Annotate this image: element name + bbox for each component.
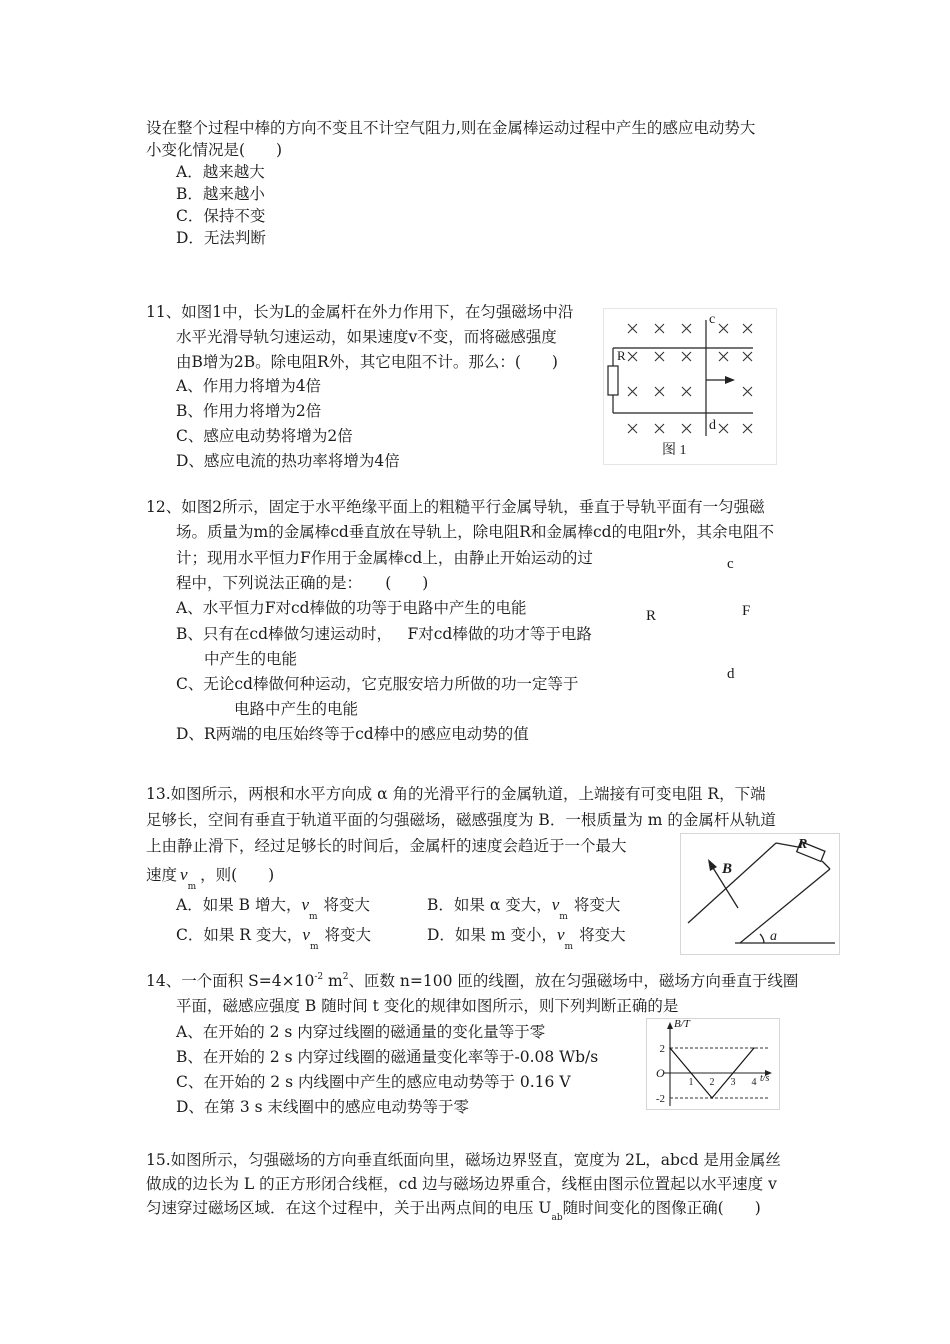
q11-option-a: A、作用力将增为4倍 [176, 377, 322, 395]
q13-option-c-v: v [302, 925, 310, 944]
q12-stem-line4: 程中，下列说法正确的是： ( ) [176, 574, 429, 592]
q10-option-b: B．越来越小 [176, 185, 265, 203]
q13-option-a-tail: 将变大 [323, 896, 371, 914]
q14-chart-xlabel: t/s [760, 1073, 770, 1084]
q12-stem-line2: 场。质量为m的金属棒cd垂直放在导轨上，除电阻R和金属棒cd的电阻r外，其余电阻不 [176, 523, 774, 541]
q14-chart-point-0-1 [711, 1097, 713, 1099]
q14-stem-line1 [146, 971, 798, 994]
q14-option-c: C、在开始的 2 s 内线圈中产生的感应电动势等于 0.16 V [176, 1073, 571, 1091]
q14-chart-y-tick-label-1: -2 [655, 1093, 665, 1105]
q13-option-d-tail: 将变大 [579, 926, 626, 944]
q12-option-b: B、只有在cd棒做匀速运动时， F对cd棒做的功才等于电路 [176, 625, 592, 643]
q13-figure-incline-rails [680, 833, 840, 955]
q15-stem-line3 [146, 1198, 761, 1221]
q13-option-a-m: m [309, 912, 318, 922]
q11-stem-line2: 水平光滑导轨匀速运动，如果速度v不变，而将磁感强度 [176, 328, 557, 346]
q12-option-a: A、水平恒力F对cd棒做的功等于电路中产生的电能 [176, 599, 527, 617]
q12-figure-label-f: F [742, 603, 751, 619]
q14-chart-point-0-0 [669, 1047, 671, 1049]
q14-chart-origin: O [656, 1066, 665, 1080]
q11-figure-label-c: c [709, 312, 716, 327]
q13-option-c-text: C．如果 R 变大， [176, 926, 303, 944]
q12-option-b-cont: 中产生的电能 [204, 650, 298, 668]
q13-speed-prefix: 速度 [146, 866, 178, 884]
q13-option-d-m: m [564, 942, 574, 952]
q14-chart-x-tick-label-0: 1 [688, 1077, 694, 1088]
q11-figure-label-d: d [709, 418, 716, 433]
q15-stem-line3-tail: 随时间变化的图像正确( ) [562, 1199, 761, 1217]
q13-option-b-tail: 将变大 [573, 896, 621, 914]
q14-exponent-2: 2 [342, 972, 349, 982]
q13-option-b [427, 895, 621, 922]
q14-chart-y-tick-label-0: 2 [659, 1043, 665, 1055]
q13-option-c [176, 925, 371, 952]
q13-stem-line4 [146, 865, 275, 892]
q13-speed-suffix: ，则( ) [200, 866, 275, 884]
q11-figure-rail-circuit [603, 308, 777, 465]
q13-option-d [427, 925, 626, 952]
q13-vm-symbol: v [180, 865, 188, 884]
q15-stem-line3-text: 匀速穿过磁场区域．在这个过程中，关于出两点间的电压 U [146, 1199, 552, 1217]
q13-option-d-text: D．如果 m 变小， [427, 926, 557, 944]
q13-option-c-tail: 将变大 [324, 926, 371, 944]
q13-stem-line3: 上由静止滑下，经过足够长的时间后，金属杆的速度会趋近于一个最大 [146, 837, 627, 855]
q15-subscript-ab: ab [551, 1213, 563, 1223]
q11-stem-line1: 11、如图1中，长为L的金属杆在外力作用下，在匀强磁场中沿 [146, 303, 574, 321]
q14-chart-ylabel: B/T [674, 1018, 690, 1030]
q14-chart-b-vs-t [646, 1018, 780, 1110]
q11-figure-label-r: R [617, 348, 626, 363]
q13-option-a [176, 895, 371, 922]
q11-stem-line3: 由B增为2B。除电阻R外，其它电阻不计。那么：( ) [176, 353, 558, 371]
q14-chart-point-0-2 [753, 1047, 755, 1049]
q12-stem-line3: 计；现用水平恒力F作用于金属棒cd上，由静止开始运动的过 [176, 549, 593, 567]
q14-chart-x-tick-label-2: 3 [730, 1077, 736, 1088]
q14-stem-part1: 14、一个面积 S=4×10 [146, 972, 315, 990]
q11-option-d: D、感应电流的热功率将增为4倍 [176, 452, 400, 470]
q12-option-d: D、R两端的电压始终等于cd棒中的感应电动势的值 [176, 725, 529, 743]
q13-option-b-m: m [559, 912, 568, 922]
q12-figure-label-d: d [727, 666, 735, 682]
q10-option-a: A．越来越大 [176, 163, 265, 181]
q10-option-c: C．保持不变 [176, 207, 266, 225]
q14-stem-line2: 平面，磁感应强度 B 随时间 t 变化的规律如图所示，则下列判断正确的是 [176, 997, 679, 1015]
q11-option-b: B、作用力将增为2倍 [176, 402, 322, 420]
q13-stem-line1: 13.如图所示，两根和水平方向成 α 角的光滑平行的金属轨道，上端接有可变电阻 R，下端 [146, 785, 766, 803]
q14-exponent-1: -2 [314, 972, 324, 982]
q13-option-c-m: m [309, 942, 319, 952]
q14-unit-m: m [323, 972, 343, 990]
q14-option-d: D、在第 3 s 末线圈中的感应电动势等于零 [176, 1098, 470, 1116]
q14-option-b: B、在开始的 2 s 内穿过线圈的磁通量变化率等于-0.08 Wb/s [176, 1048, 599, 1066]
q13-option-a-text: A．如果 B 增大， [176, 896, 302, 914]
q13-option-a-v: v [301, 895, 309, 914]
q12-figure-label-c: c [727, 556, 734, 572]
q13-option-b-text: B．如果 α 变大， [427, 896, 552, 914]
q14-chart-x-tick-label-1: 2 [709, 1077, 715, 1088]
q13-vm-subscript: m [187, 882, 197, 892]
q11-figure-caption: 图 1 [662, 443, 687, 458]
q14-chart-x-tick-label-3: 4 [751, 1077, 757, 1088]
q11-option-c: C、感应电动势将增为2倍 [176, 427, 353, 445]
q13-figure-label-alpha: a [770, 929, 777, 944]
q15-stem-line1: 15.如图所示，匀强磁场的方向垂直纸面向里，磁场边界竖直，宽度为 2L，abcd 是用金属丝 [146, 1151, 781, 1169]
q13-figure-label-b: B [722, 861, 733, 877]
q10-text-line1: 设在整个过程中棒的方向不变且不计空气阻力,则在金属棒运动过程中产生的感应电动势大 [146, 119, 756, 137]
q12-option-c-cont: 电路中产生的电能 [234, 700, 359, 718]
q12-stem-line1: 12、如图2所示，固定于水平绝缘平面上的粗糙平行金属导轨，垂直于导轨平面有一匀强磁 [146, 498, 765, 516]
q15-stem-line2: 做成的边长为 L 的正方形闭合线框，cd 边与磁场边界重合，线框由图示位置起以水平速度 v [146, 1175, 777, 1193]
q10-option-d: D．无法判断 [176, 229, 266, 247]
q14-option-a: A、在开始的 2 s 内穿过线圈的磁通量的变化量等于零 [176, 1023, 546, 1041]
q13-option-d-v: v [556, 925, 565, 944]
q13-stem-line2: 足够长，空间有垂直于轨道平面的匀强磁场，磁感强度为 B．一根质量为 m 的金属杆从轨道 [146, 811, 776, 829]
q13-figure-label-r: R [798, 837, 808, 852]
q10-text-line2: 小变化情况是( ) [146, 141, 283, 159]
q14-stem-part2: 、匝数 n=100 匝的线圈，放在匀强磁场中，磁场方向垂直于线圈 [348, 972, 799, 990]
q13-option-b-v: v [551, 895, 560, 914]
q12-option-c: C、无论cd棒做何种运动，它克服安培力所做的功一定等于 [176, 675, 579, 693]
q12-figure-label-r: R [646, 608, 657, 624]
